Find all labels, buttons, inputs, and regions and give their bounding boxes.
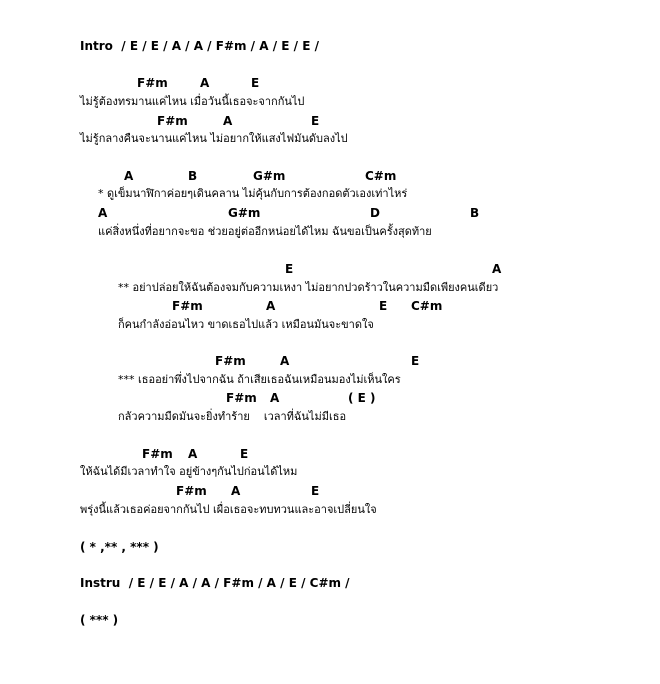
lyric-line: ** อย่าปล่อยให้ฉันต้องจมกับความเหงา ไม่อยากปวดร้าวในความมืดเพียงคนเดียว: [118, 281, 499, 294]
lyric-line: ให้ฉันได้มีเวลาทำใจ อยู่ข้างๆกันไปก่อนได้ไหม: [80, 465, 298, 478]
chord: E: [240, 447, 249, 461]
chord: E: [251, 76, 260, 90]
lyric-line: กลัวความมืดมันจะยิ่งทำร้าย เวลาที่ฉันไม่มีเธอ: [118, 410, 347, 423]
chord: A: [231, 484, 241, 498]
chord: F#m: [215, 354, 246, 368]
chord: E: [311, 114, 320, 128]
lyric-line: ไม่รู้ต้องทรมานแค่ไหน เมื่อวันนี้เธอจะจากกันไป: [80, 95, 305, 108]
chord: E: [379, 299, 388, 313]
chord: A: [280, 354, 290, 368]
repeat-line: ( * ,** , *** ): [80, 540, 159, 554]
chord: E: [411, 354, 420, 368]
lyric-line: *** เธออย่าพึ่งไปจากฉัน ถ้าเสียเธอฉันเหมือนมองไม่เห็นใคร: [118, 373, 401, 386]
chord: C#m: [411, 299, 443, 313]
chord: G#m: [228, 206, 261, 220]
chord: A: [200, 76, 210, 90]
chord: A: [492, 262, 502, 276]
chord: C#m: [365, 169, 397, 183]
chord: F#m: [142, 447, 173, 461]
chord: F#m: [226, 391, 257, 405]
chord: A: [98, 206, 108, 220]
chord: A: [270, 391, 280, 405]
chord: G#m: [253, 169, 286, 183]
chord: F#m: [137, 76, 168, 90]
chord: F#m: [172, 299, 203, 313]
lyric-line: แค่สิ่งหนึ่งที่อยากจะขอ ช่วยอยู่ต่ออีกหน่อยได้ไหม ฉันขอเป็นครั้งสุดท้าย: [98, 225, 432, 238]
chord: ( E ): [348, 391, 376, 405]
chord: B: [470, 206, 480, 220]
chord: B: [188, 169, 198, 183]
chord: D: [370, 206, 380, 220]
chord: E: [311, 484, 320, 498]
chord: A: [124, 169, 134, 183]
intro-line: Intro / E / E / A / A / F#m / A / E / E /: [80, 39, 319, 53]
chord: F#m: [157, 114, 188, 128]
chord: A: [266, 299, 276, 313]
chord: E: [285, 262, 294, 276]
lyric-line: พรุ่งนี้แล้วเธอค่อยจากกันไป เผื่อเธอจะทบทวนและอาจเปลี่ยนใจ: [80, 503, 377, 516]
chord: F#m: [176, 484, 207, 498]
repeat-line: ( *** ): [80, 613, 119, 627]
lyric-line: ก็คนกำลังอ่อนไหว ขาดเธอไปแล้ว เหมือนมันจะขาดใจ: [118, 318, 374, 331]
instru-line: Instru / E / E / A / A / F#m / A / E / C#m /: [80, 576, 350, 590]
chord: A: [223, 114, 233, 128]
lyric-line: ไม่รู้กลางคืนจะนานแค่ไหน ไม่อยากให้แสงไฟมันดับลงไป: [80, 132, 348, 145]
lyric-line: * ดูเข็มนาฬิกาค่อยๆเดินคลาน ไม่คุ้นกับการต้องกอดตัวเองเท่าไหร่: [98, 187, 408, 200]
chord: A: [188, 447, 198, 461]
